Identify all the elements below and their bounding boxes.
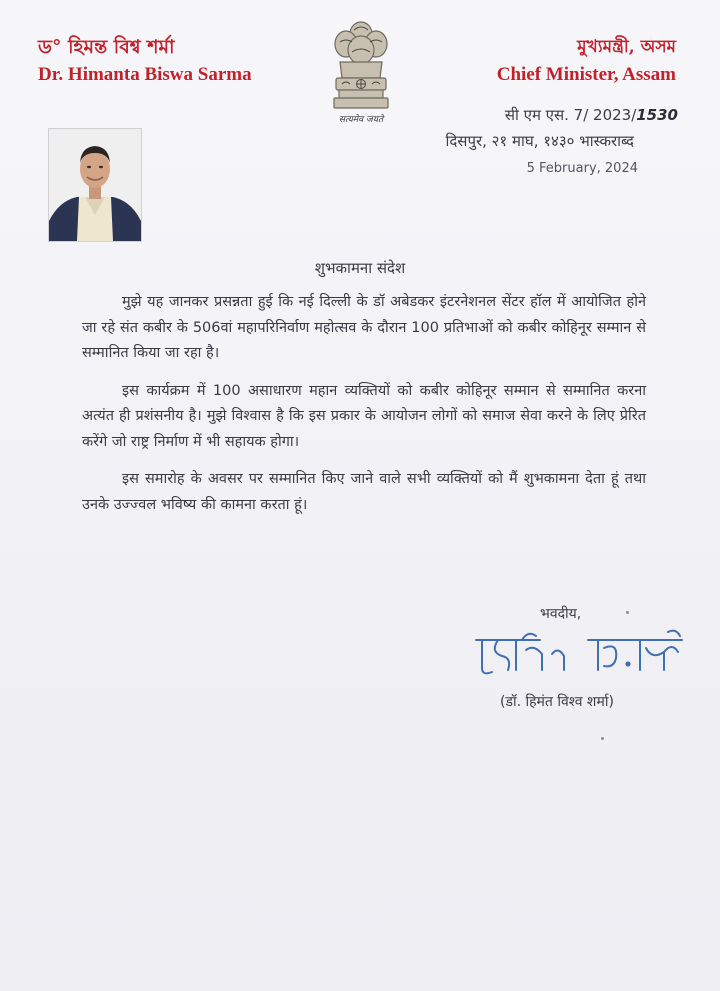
reference-number [505,105,678,125]
title-english: Chief Minister, Assam [496,64,676,85]
speck [626,611,629,614]
national-emblem-icon [326,14,396,126]
letterhead-right [497,36,676,86]
signed-name: (डॉ. हिमंत विश्व शर्मा) [500,694,614,710]
title-assamese: মুখ্যমন্ত্ৰী, অসম [577,37,676,57]
speck [601,737,604,740]
place-date-hindi: दिसपुर, २१ माघ, १४३० भास्कराब्द [445,132,634,150]
name-english: Dr. Himanta Biswa Sarma [38,64,252,85]
reference-handwritten: 1530 [636,106,678,124]
paragraph-2: इस कार्यक्रम में 100 असाधारण महान व्यक्तियों को कबीर कोहिनूर सम्मान से सम्मानित करना अत्यंत ही प्रशंसनीय है। मुझे विश्वास है कि इस प्रकार के आयोजन लोगों को समाज सेवा करने के लिए प्रेरित करेंगे जो राष्ट्र निर्माण में भी सहायक होगा। [82,382,646,450]
letterhead-left [38,36,252,86]
emblem-motto: सत्यमेव जयते [338,115,384,125]
date-english: 5 February, 2024 [526,161,638,176]
portrait-photo [48,128,142,242]
reference-printed: सी एम एस. 7/ 2023/ [504,106,637,124]
paragraph-1: मुझे यह जानकर प्रसन्नता हुई कि नई दिल्ली के डॉ अबेडकर इंटरनेशनल सेंटर हॉल में आयोजित होने जा रहे संत कबीर के 506वां महापरिनिर्वाण महोत्सव के दौरान 100 प्रतिभाओं को कबीर कोहिनूर सम्मान से सम्मानित किया जा रहा है। [82,294,646,361]
paragraph-3: इस समारोह के अवसर पर सम्मानित किए जाने वाले सभी व्यक्तियों को मैं शुभकामना देता हूं तथा उनके उज्ज्वल भविष्य की कामना करता हूं। [82,471,646,513]
closing-salutation: भवदीय, [540,606,582,622]
name-assamese: ড° হিমন্ত বিশ্ব শৰ্মা [38,36,175,58]
handwritten-signature [468,624,692,686]
letter-heading: शुभकामना संदेश [314,259,406,277]
letter-body [82,290,646,530]
